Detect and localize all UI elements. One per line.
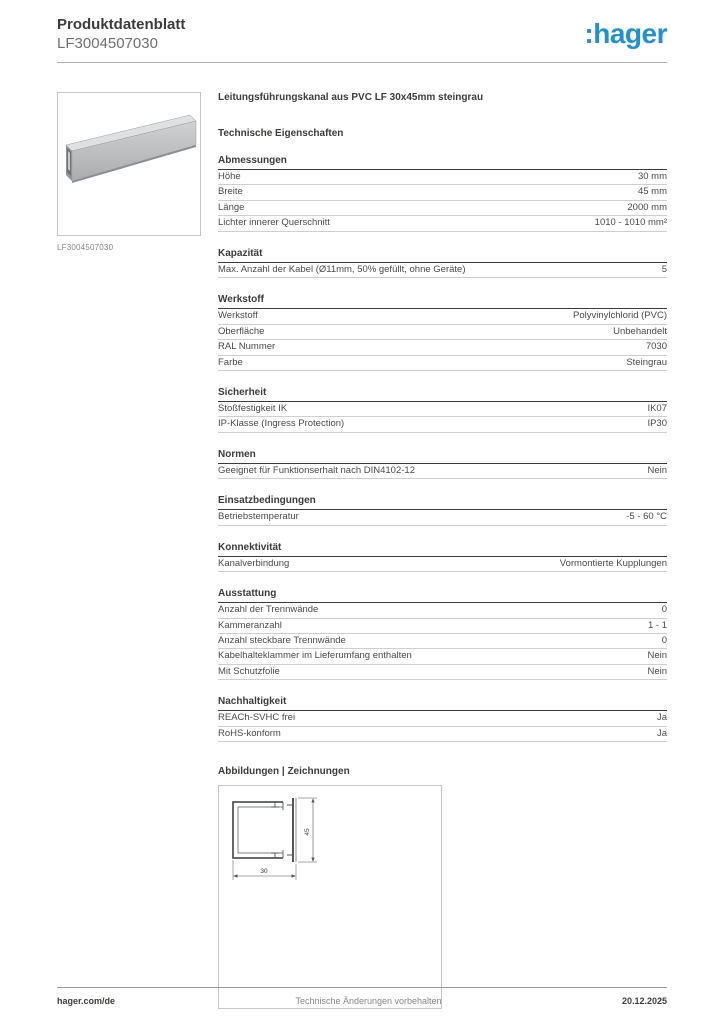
drawing-frame xyxy=(218,785,442,1009)
row-label: Kanalverbindung xyxy=(218,557,290,569)
row-label: Breite xyxy=(218,186,243,198)
row-label: Länge xyxy=(218,201,245,213)
section-title: Werkstoff xyxy=(218,294,667,309)
row-value: 0 xyxy=(661,635,667,646)
row-value: Ja xyxy=(656,712,667,724)
row-value: Nein xyxy=(647,665,667,677)
section-title: Nachhaltigkeit xyxy=(218,696,667,711)
row-value: 30 mm xyxy=(637,171,667,182)
row-label: RoHS-konform xyxy=(218,727,281,739)
header xyxy=(57,16,667,54)
row-label: Farbe xyxy=(218,356,243,368)
drawing-height-label: 45 xyxy=(304,828,311,836)
row-value: Steingrau xyxy=(626,356,667,368)
row-label: Kammeranzahl xyxy=(218,619,282,631)
table-row xyxy=(218,185,667,200)
row-value: 2000 mm xyxy=(627,201,667,213)
row-value: Nein xyxy=(647,650,667,662)
table-row xyxy=(218,402,667,417)
product-title: Leitungsführungskanal aus PVC LF 30x45mm steingrau xyxy=(218,92,484,103)
product-reference: LF3004507030 xyxy=(57,34,158,52)
product-photo-frame xyxy=(57,92,201,236)
tech-properties-title: Technische Eigenschaften xyxy=(218,128,344,139)
section-title: Einsatzbedingungen xyxy=(218,495,667,510)
table-row xyxy=(218,711,667,726)
spec-section xyxy=(218,696,667,742)
spec-section xyxy=(218,387,667,433)
table-row xyxy=(218,665,667,680)
row-value: Vormontierte Kupplungen xyxy=(559,557,667,569)
section-title: Kapazität xyxy=(218,248,667,263)
row-label: Werkstoff xyxy=(218,310,258,322)
row-label: Geeignet für Funktionserhalt nach DIN4102-12 xyxy=(218,464,415,476)
table-row xyxy=(218,263,667,278)
footer-date: 20.12.2025 xyxy=(621,996,667,1006)
table-row xyxy=(218,309,667,324)
row-value: -5 - 60 °C xyxy=(626,511,667,523)
row-value: IK07 xyxy=(647,402,667,414)
row-label: Lichter innerer Querschnitt xyxy=(218,217,330,229)
table-row xyxy=(218,340,667,355)
table-row xyxy=(218,201,667,216)
spec-section xyxy=(218,588,667,680)
row-label: Anzahl steckbare Trennwände xyxy=(218,635,346,646)
table-row xyxy=(218,727,667,742)
table-row xyxy=(218,649,667,664)
row-value: Polyvinylchlorid (PVC) xyxy=(573,310,667,322)
section-title: Normen xyxy=(218,449,667,464)
table-row xyxy=(218,325,667,340)
row-label: Oberfläche xyxy=(218,325,265,337)
table-row xyxy=(218,619,667,634)
table-row xyxy=(218,356,667,371)
section-title: Konnektivität xyxy=(218,542,667,557)
row-label: Anzahl der Trennwände xyxy=(218,604,319,616)
row-value: Nein xyxy=(647,464,667,476)
row-label: Kabelhalteklammer im Lieferumfang enthalten xyxy=(218,650,412,662)
spec-section xyxy=(218,248,667,278)
product-photo-caption: LF3004507030 xyxy=(57,243,114,252)
drawing-width-label: 30 xyxy=(260,868,268,876)
hager-logo: :hager xyxy=(584,18,667,49)
spec-section xyxy=(218,495,667,525)
page-title: Produktdatenblatt xyxy=(57,16,186,33)
row-value: 45 mm xyxy=(637,186,667,198)
row-value: 7030 xyxy=(645,341,667,353)
table-row xyxy=(218,603,667,618)
table-row xyxy=(218,464,667,479)
row-value: Unbehandelt xyxy=(613,325,667,337)
main-column xyxy=(218,92,667,1009)
table-row xyxy=(218,634,667,649)
table-row xyxy=(218,216,667,231)
spec-section xyxy=(218,294,667,371)
footer xyxy=(57,987,667,1006)
row-value: 1010 - 1010 mm² xyxy=(594,217,667,229)
table-row xyxy=(218,510,667,525)
section-title: Abmessungen xyxy=(218,155,667,170)
section-title: Ausstattung xyxy=(218,588,667,603)
drawings-title: Abbildungen | Zeichnungen xyxy=(218,766,350,778)
row-label: Stoßfestigkeit IK xyxy=(218,402,288,414)
row-label: REACh-SVHC frei xyxy=(218,712,296,724)
table-row xyxy=(218,557,667,572)
row-value: 5 xyxy=(661,263,667,275)
table-row xyxy=(218,170,667,185)
row-label: IP-Klasse (Ingress Protection) xyxy=(218,418,345,430)
spec-section xyxy=(218,542,667,572)
row-label: Höhe xyxy=(218,171,241,182)
spec-sections xyxy=(218,155,667,742)
row-value: 0 xyxy=(661,604,667,616)
row-label: Max. Anzahl der Kabel (Ø11mm, 50% gefüllt, ohne Geräte) xyxy=(218,263,466,275)
row-label: Mit Schutzfolie xyxy=(218,665,280,677)
cross-section-drawing xyxy=(225,792,335,892)
footer-website: hager.com/de xyxy=(57,996,116,1006)
section-title: Sicherheit xyxy=(218,387,667,402)
product-photo xyxy=(58,93,200,235)
row-label: Betriebstemperatur xyxy=(218,511,299,523)
row-value: Ja xyxy=(656,727,667,739)
table-row xyxy=(218,417,667,432)
footer-notice: Technische Änderungen vorbehalten xyxy=(295,996,442,1006)
row-value: IP30 xyxy=(647,418,667,430)
header-titles xyxy=(57,16,185,54)
row-label: RAL Nummer xyxy=(218,341,276,353)
row-value: 1 - 1 xyxy=(647,619,667,631)
spec-section xyxy=(218,155,667,232)
header-divider xyxy=(57,62,667,63)
spec-section xyxy=(218,449,667,479)
